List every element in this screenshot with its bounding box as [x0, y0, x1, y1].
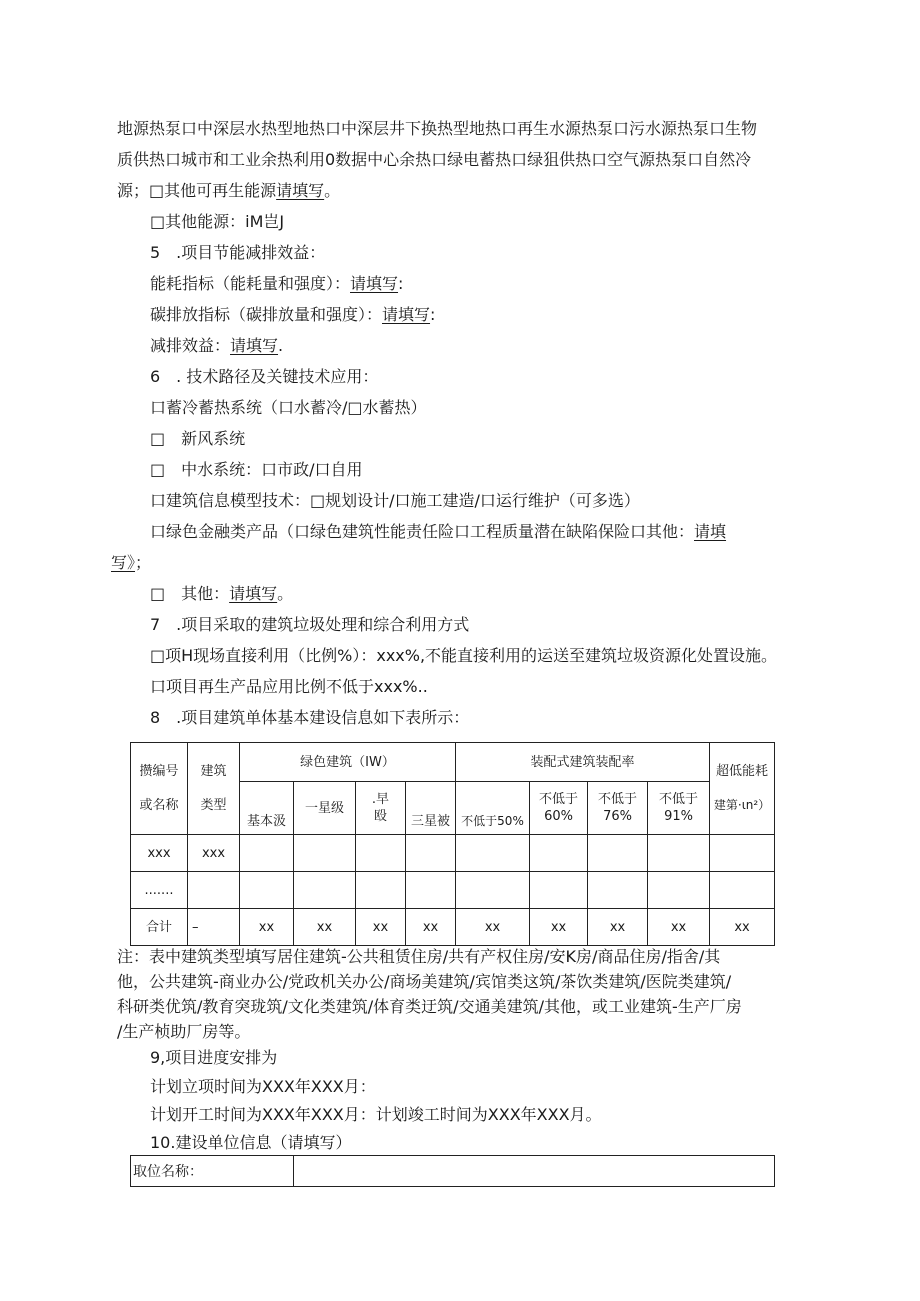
header-basic-level: 基本汲 — [240, 782, 294, 835]
section-heading-6: 6 . 技术路径及关键技术应用： — [150, 367, 379, 386]
paragraph-line: □其他能源：iM岂J — [150, 212, 285, 231]
building-info-table — [130, 742, 775, 946]
paragraph-line: 减排效益：请填写. — [150, 336, 284, 355]
unit-name-label: 取位名称： — [131, 1156, 294, 1187]
table-note: /生产桢助厂房等。 — [117, 1022, 251, 1041]
section-heading-9: 9,项目进度安排为 — [150, 1048, 278, 1067]
header-prefab-rate: 装配式建筑装配率 — [456, 743, 710, 782]
paragraph-line: 地源热泵口中深层水热型地热口中深层井下换热型地热口再生水源热泵口污水源热泵口生物 — [117, 119, 758, 138]
unit-info-table — [130, 1155, 775, 1187]
checkbox-line[interactable]: 口建筑信息模型技术：□规划设计/口施工建造/口运行维护（可多选） — [150, 491, 640, 510]
checkbox-line[interactable]: □ 其他：请填写。 — [150, 584, 294, 603]
section-heading-10: 10.建设单位信息（请填写） — [150, 1133, 352, 1152]
fill-in-blank[interactable]: 请填 — [694, 522, 727, 541]
checkbox-line[interactable]: 口绿色金融类产品（口绿色建筑性能责任险口工程质量潜在缺陷保险口其他：请填 — [150, 522, 727, 541]
header-one-star: 一星级 — [294, 782, 356, 835]
checkbox-line[interactable]: □ 新风系统 — [150, 429, 246, 448]
fill-in-blank[interactable]: 请填写 — [382, 305, 431, 324]
table-row-total: 合计 – xx xx xx xx xx xx xx xx xx — [131, 909, 775, 946]
section-heading-8: 8 .项目建筑单体基本建设信息如下表所示： — [150, 708, 470, 727]
header-prefab-76: 不低于 76% — [588, 782, 648, 835]
unit-name-field[interactable] — [294, 1156, 775, 1187]
checkbox-line[interactable]: 口蓄冷蓄热系统（口水蓄冷/□水蓄热） — [150, 398, 427, 417]
header-prefab-91: 不低于 91% — [648, 782, 710, 835]
fill-in-blank[interactable]: 请填写 — [229, 584, 278, 603]
header-building-number: 攒编号 或名称 — [131, 743, 188, 835]
section-heading-7: 7 .项目采取的建筑垃圾处理和综合利用方式 — [150, 615, 470, 634]
section-heading-5: 5 .项目节能减排效益： — [150, 243, 326, 262]
header-two-star: .早 殴 — [356, 782, 406, 835]
table-note: 他，公共建筑-商业办公/党政机关办公/商场美建筑/宾馆类这筑/茶饮类建筑/医院类建筑/ — [117, 972, 732, 991]
table-note: 注：表中建筑类型填写居住建筑-公共租赁住房/共有产权住房/安K房/商品住房/指舍/其 — [117, 947, 721, 966]
fill-in-blank[interactable]: 请填写 — [230, 336, 279, 355]
paragraph-line: 碳排放指标（碳排放量和强度）：请填写: — [150, 305, 436, 324]
header-prefab-50: 不低于50% — [456, 782, 530, 835]
paragraph-line: 源；□其他可再生能源请填写。 — [117, 181, 341, 200]
header-building-type: 建筑 类型 — [188, 743, 240, 835]
paragraph-line: 计划立项时间为XXX年XXX月： — [150, 1077, 376, 1096]
paragraph-line: 计划开工时间为XXX年XXX月：计划竣工时间为XXX年XXX月。 — [150, 1105, 602, 1124]
fill-in-blank[interactable]: 写》 — [111, 553, 136, 572]
paragraph-line: 写》； — [111, 553, 152, 572]
table-row: ....... — [131, 872, 775, 909]
fill-in-blank[interactable]: 请填写 — [276, 181, 325, 200]
fill-in-blank[interactable]: 请填写 — [350, 274, 399, 293]
checkbox-line[interactable]: 口项目再生产品应用比例不低于xxx%.. — [150, 677, 428, 696]
header-green-building: 绿色建筑（IW） — [240, 743, 456, 782]
table-row: xxx xxx — [131, 835, 775, 872]
header-three-star: 三星被 — [406, 782, 456, 835]
paragraph-line: 能耗指标（能耗量和强度）：请填写: — [150, 274, 404, 293]
table-note: 科研类优筑/教育突珑筑/文化类建筑/体育类迂筑/交通美建筑/其他，或工业建筑-生产厂房 — [117, 997, 742, 1016]
checkbox-line[interactable]: □ 中水系统：口市政/口自用 — [150, 460, 363, 479]
checkbox-line[interactable]: □项H现场直接利用（比例%）：xxx%,不能直接利用的运送至建筑垃圾资源化处置设施。 — [150, 646, 778, 665]
header-ultra-low-energy: 超低能耗 建第·ιn²） — [710, 743, 775, 835]
paragraph-line: 质供热口城市和工业余热利用0数据中心余热口绿电蓄热口绿狙供热口空气源热泵口自然冷 — [117, 150, 752, 169]
header-prefab-60: 不低于 60% — [530, 782, 588, 835]
